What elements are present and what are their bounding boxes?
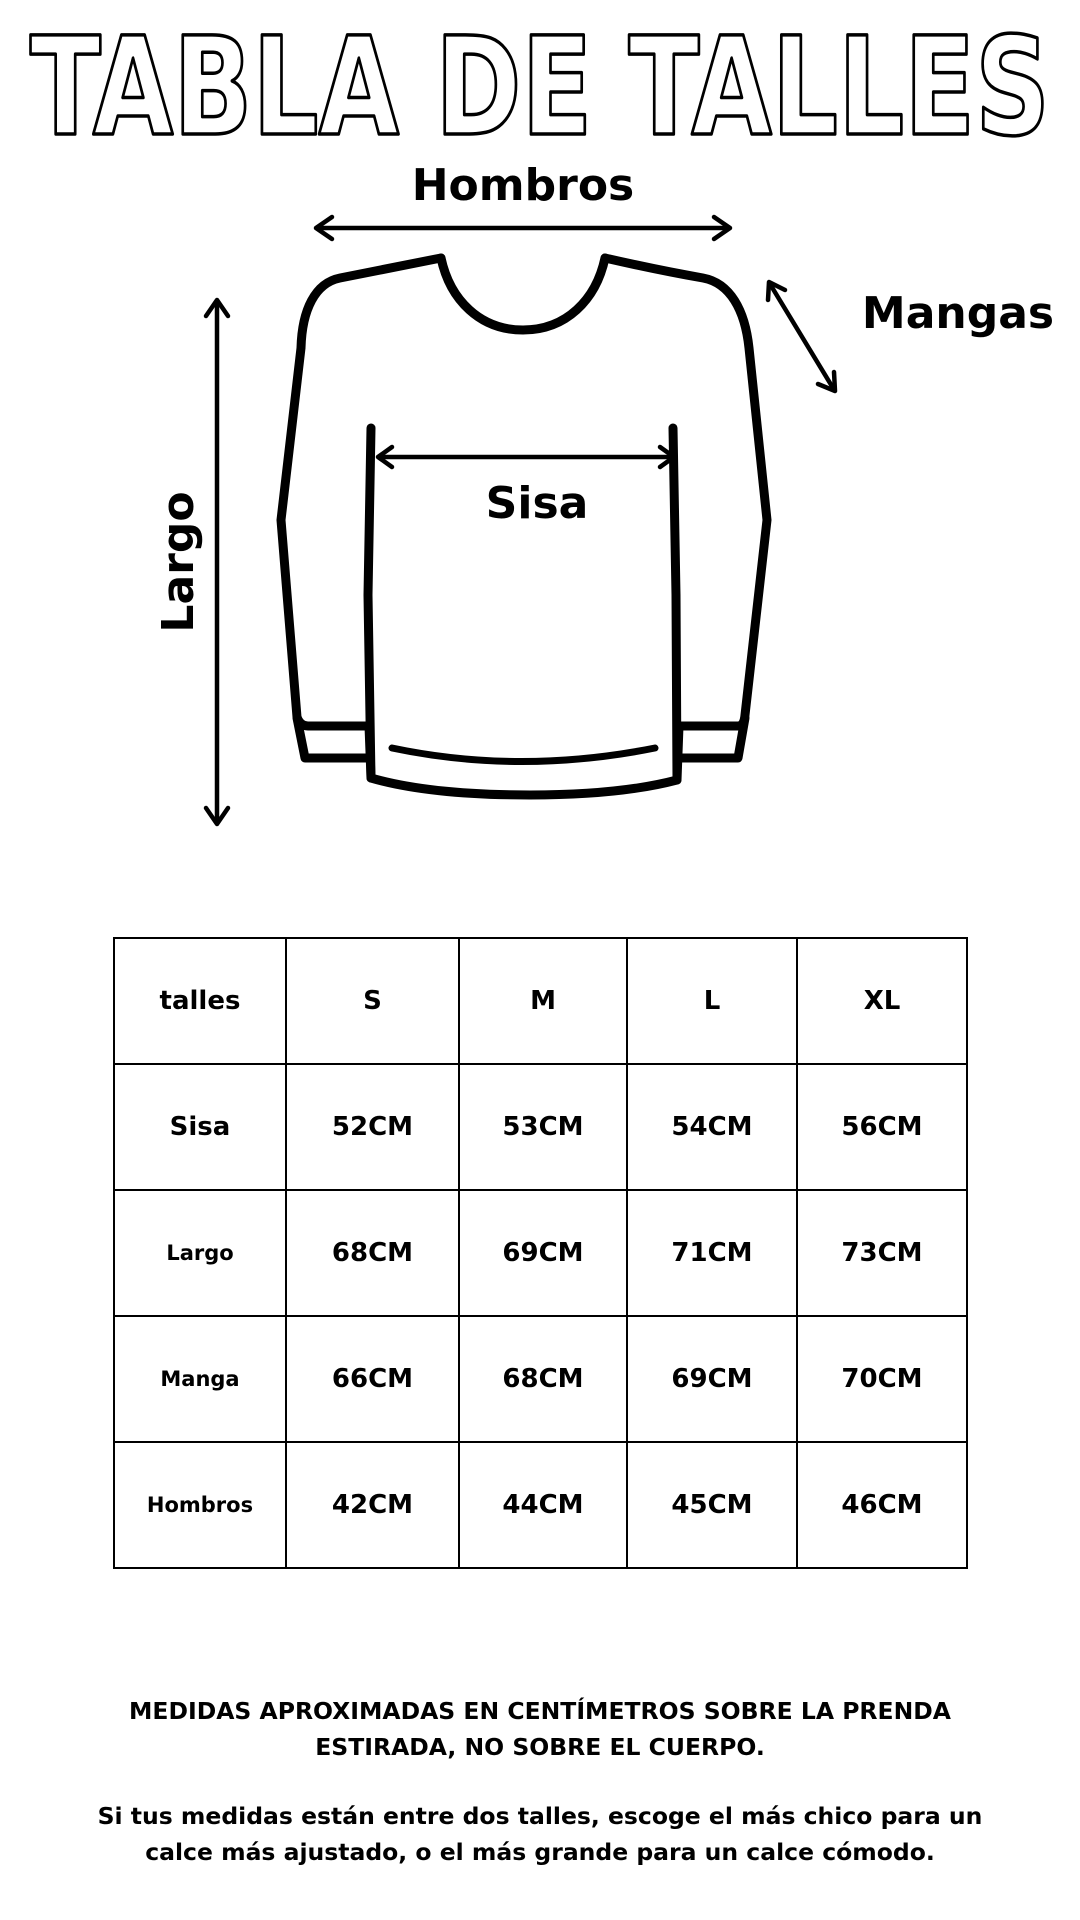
table-cell: 56CM xyxy=(797,1064,967,1190)
table-header-cell: M xyxy=(459,938,627,1064)
table-cell: 52CM xyxy=(286,1064,459,1190)
title-text: TABLA DE TALLES xyxy=(30,22,1050,152)
row-label-largo: Largo xyxy=(114,1190,286,1316)
table-cell: 70CM xyxy=(797,1316,967,1442)
table-cell: 69CM xyxy=(459,1190,627,1316)
table-row xyxy=(114,1316,967,1442)
table-row xyxy=(114,1064,967,1190)
table-cell: 73CM xyxy=(797,1190,967,1316)
row-label-manga: Manga xyxy=(114,1316,286,1442)
measurement-note: MEDIDAS APROXIMADAS EN CENTÍMETROS SOBRE LA PRENDA ESTIRADA, NO SOBRE EL CUERPO. xyxy=(129,1697,951,1761)
row-label-hombros: Hombros xyxy=(114,1442,286,1568)
table-cell: 42CM xyxy=(286,1442,459,1568)
table-cell: 46CM xyxy=(797,1442,967,1568)
sweater-collar xyxy=(441,258,605,330)
fit-advice: Si tus medidas están entre dos talles, escoge el más chico para un calce más ajustado, o el más grande para un calce cómodo. xyxy=(97,1802,983,1866)
sweater-inner-left xyxy=(368,428,371,778)
table-row xyxy=(114,1442,967,1568)
table-cell: 45CM xyxy=(627,1442,797,1568)
table-cell: 68CM xyxy=(459,1316,627,1442)
table-cell: 69CM xyxy=(627,1316,797,1442)
sleeves-arrow xyxy=(768,282,835,391)
table-cell: 68CM xyxy=(286,1190,459,1316)
table-cell: 66CM xyxy=(286,1316,459,1442)
chest-arrow xyxy=(378,447,674,467)
sweater-inner-right xyxy=(673,428,677,780)
table-header-cell: S xyxy=(286,938,459,1064)
sleeves-label: Mangas xyxy=(861,288,1055,339)
table-header-cell: L xyxy=(627,938,797,1064)
sweater-diagram xyxy=(0,150,1080,850)
table-header-row xyxy=(114,938,967,1064)
table-cell: 71CM xyxy=(627,1190,797,1316)
sweater-hem xyxy=(392,748,655,762)
shoulders-arrow xyxy=(316,217,730,239)
table-cell: 54CM xyxy=(627,1064,797,1190)
table-cell: 44CM xyxy=(459,1442,627,1568)
shoulders-label: Hombros xyxy=(411,160,635,211)
page-title xyxy=(0,22,1080,152)
table-header-cell: XL xyxy=(797,938,967,1064)
length-label: Largo xyxy=(153,491,204,633)
length-arrow xyxy=(206,300,228,824)
table-row xyxy=(114,1190,967,1316)
table-cell: 53CM xyxy=(459,1064,627,1190)
chest-label: Sisa xyxy=(485,478,589,529)
row-label-sisa: Sisa xyxy=(114,1064,286,1190)
table-header-cell: talles xyxy=(114,938,286,1064)
size-table xyxy=(113,937,968,1569)
